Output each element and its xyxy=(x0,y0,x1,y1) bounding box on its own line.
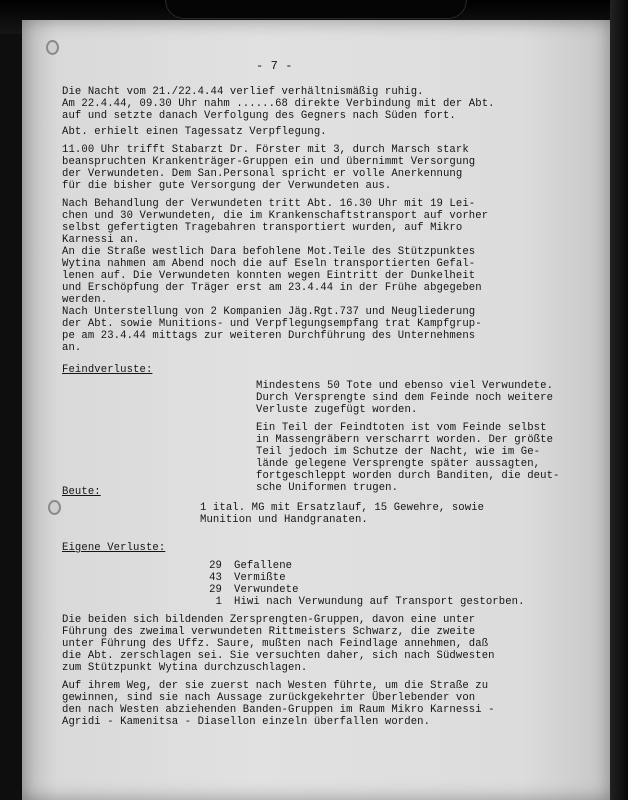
text-line: der Verwundeten. Dem San.Personal spricht er volle Anerkennung xyxy=(62,168,463,180)
text-line: sche Uniformen trugen. xyxy=(256,482,399,494)
loss-type: Vermißte xyxy=(234,572,286,584)
loss-type: Verwundete xyxy=(234,584,299,596)
text-line: unter Führung des Uffz. Saure, mußten nach Feindlage annehmen, daß xyxy=(62,638,489,650)
text-line: Teil jedoch im Schutze der Nacht, wie im Ge- xyxy=(256,446,541,458)
document-page xyxy=(22,20,610,800)
text-line: gewinnen, sind sie nach Aussage zurückgekehrter Überlebender von xyxy=(62,692,476,704)
section-label-feindverluste: Feindverluste: xyxy=(62,364,153,376)
text-line: Agridi - Kamenitsa - Diasellon einzeln überfallen worden. xyxy=(62,716,431,728)
text-line: Abt. erhielt einen Tagessatz Verpflegung. xyxy=(62,126,327,138)
text-line: lenen auf. Die Verwundeten konnten wegen Eintritt der Dunkelheit xyxy=(62,270,476,282)
section-label-beute: Beute: xyxy=(62,486,101,498)
text-line: Nach Unterstellung von 2 Kompanien Jäg.Rgt.737 und Neugliederung xyxy=(62,306,476,318)
text-line: zum Stützpunkt Wytina durchzuschlagen. xyxy=(62,662,308,674)
text-line: Führung des zweimal verwundeten Rittmeisters Schwarz, die zweite xyxy=(62,626,476,638)
text-line: für die bisher gute Versorgung der Verwundeten aus. xyxy=(62,180,392,192)
text-line: an. xyxy=(62,342,82,354)
text-line: Ein Teil der Feindtoten ist vom Feinde selbst xyxy=(256,422,547,434)
text-line: der Abt. sowie Munitions- und Verpflegungsempfang trat Kampfgrup- xyxy=(62,318,482,330)
scanner-right-edge xyxy=(610,0,628,800)
section-label-eigene-verluste: Eigene Verluste: xyxy=(62,542,166,554)
text-line: pe am 23.4.44 mittags zur weiteren Durchführung des Unternehmens xyxy=(62,330,476,342)
text-line: Die beiden sich bildenden Zersprengten-Gruppen, davon eine unter xyxy=(62,614,476,626)
text-line: auf und setzte danach Verfolgung des Gegners nach Süden fort. xyxy=(62,110,456,122)
loss-type: Gefallene xyxy=(234,560,293,572)
text-line: Karnessi an. xyxy=(62,234,140,246)
punch-hole xyxy=(48,500,61,515)
text-line: Munition und Handgranaten. xyxy=(200,514,368,526)
loss-count: 29 xyxy=(209,584,222,596)
text-line: werden. xyxy=(62,294,108,306)
loss-count: 29 xyxy=(209,560,222,572)
text-line: fortgeschleppt worden durch Banditen, die deut- xyxy=(256,470,560,482)
text-line: Am 22.4.44, 09.30 Uhr nahm ......68 direkte Verbindung mit der Abt. xyxy=(62,98,495,110)
text-line: beanspruchten Krankenträger-Gruppen ein und übernimmt Versorgung xyxy=(62,156,476,168)
text-line: Verluste zugefügt worden. xyxy=(256,404,418,416)
text-line: lände gelegene Versprengte später aussagten, xyxy=(256,458,541,470)
text-line: selbst gefertigten Tragebahren transportiert wurden, auf Mikro xyxy=(62,222,463,234)
loss-count: 43 xyxy=(209,572,222,584)
text-line: Durch Versprengte sind dem Feinde noch weitere xyxy=(256,392,554,404)
text-line: 1 ital. MG mit Ersatzlauf, 15 Gewehre, sowie xyxy=(200,502,485,514)
loss-count: 1 xyxy=(215,596,222,608)
text-line: den nach Westen abziehenden Banden-Gruppen im Raum Mikro Karnessi - xyxy=(62,704,495,716)
loss-type: Hiwi nach Verwundung auf Transport gestorben. xyxy=(234,596,525,608)
text-line: und Erschöpfung der Träger erst am 23.4.44 in der Frühe abgegeben xyxy=(62,282,482,294)
text-line: 11.00 Uhr trifft Stabarzt Dr. Förster mit 3, durch Marsch stark xyxy=(62,144,469,156)
text-line: Nach Behandlung der Verwundeten tritt Abt. 16.30 Uhr mit 19 Lei- xyxy=(62,198,476,210)
binder-clip xyxy=(165,0,467,19)
page-number: - 7 - xyxy=(256,59,293,73)
text-line: Wytina nahmen am Abend noch die auf Eseln transportierten Gefal- xyxy=(62,258,476,270)
punch-hole xyxy=(46,40,59,55)
text-line: Auf ihrem Weg, der sie zuerst nach Westen führte, um die Straße zu xyxy=(62,680,489,692)
text-line: An die Straße westlich Dara befohlene Mot.Teile des Stützpunktes xyxy=(62,246,476,258)
text-line: in Massengräbern verscharrt worden. Der größte xyxy=(256,434,554,446)
text-line: Die Nacht vom 21./22.4.44 verlief verhältnismäßig ruhig. xyxy=(62,86,424,98)
text-line: die Abt. zerschlagen sei. Sie versuchten daher, sich nach Südwesten xyxy=(62,650,495,662)
text-line: chen und 30 Verwundeten, die im Krankenschaftstransport auf vorher xyxy=(62,210,489,222)
text-line: Mindestens 50 Tote und ebenso viel Verwundete. xyxy=(256,380,554,392)
